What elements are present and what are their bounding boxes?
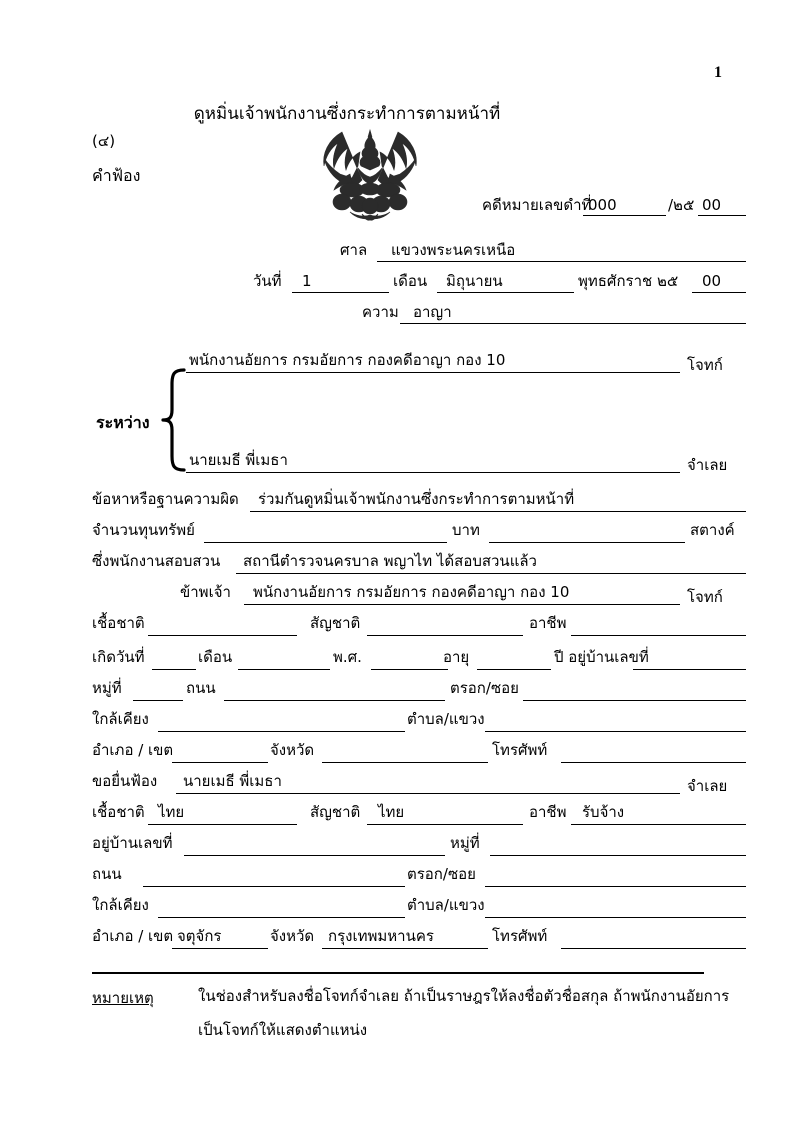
defendant-house-label: อยู่บ้านเลขที่ <box>92 834 173 852</box>
baht-label: บาท <box>452 521 480 539</box>
footnote-line-1: ในช่องสำหรับลงชื่อโจทก์จำเลย ถ้าเป็นราษฎรให้ลงชื่อตัวชื่อสกุล ถ้าพนักงานอัยการ <box>198 987 730 1005</box>
defendant-province-value[interactable]: กรุงเทพมหานคร <box>328 927 434 945</box>
defendant-subdistrict-rule <box>485 917 746 918</box>
plaintiff-birthday-label: เกิดวันที่ <box>92 648 145 666</box>
case-number-value[interactable]: 000 <box>588 196 617 214</box>
defendant-phone-label: โทรศัพท์ <box>492 927 548 945</box>
plaintiff-birthmonth-label: เดือน <box>198 648 233 666</box>
plaintiff-road-rule <box>224 700 445 701</box>
date-year-label: พุทธศักราช ๒๕ <box>578 272 679 290</box>
defendant-lane-rule <box>485 886 746 887</box>
plaintiff-nearby-label: ใกล้เคียง <box>92 710 149 728</box>
form-number: (๔) <box>92 132 116 150</box>
investigator-value[interactable]: สถานีตำรวจนครบาล พญาไท ได้สอบสวนแล้ว <box>243 552 537 570</box>
brace-bracket <box>160 368 186 472</box>
investigator-label: ซึ่งพนักงานสอบสวน <box>92 552 221 570</box>
form-kind-label: คำฟ้อง <box>92 166 141 185</box>
defendant-nationality-value[interactable]: ไทย <box>378 803 405 821</box>
defendant-district-rule <box>172 948 268 949</box>
capital-rule <box>204 542 447 543</box>
date-day-rule <box>292 292 389 293</box>
defendant-ethnicity-label: เชื้อชาติ <box>92 803 145 821</box>
plaintiff-district-label: อำเภอ / เขต <box>92 741 174 759</box>
date-day-label: วันที่ <box>253 272 282 290</box>
between-label: ระหว่าง <box>96 413 150 432</box>
court-label: ศาล <box>340 241 368 259</box>
plaintiff-nationality-rule <box>367 635 523 636</box>
case-number-rule <box>583 215 666 216</box>
defendant-occupation-rule <box>571 824 746 825</box>
defendant-nationality-label: สัญชาติ <box>310 803 361 821</box>
date-day-value[interactable]: 1 <box>302 272 312 290</box>
plaintiff-rule <box>186 372 680 373</box>
charge-rule <box>250 511 746 512</box>
matter-label: ความ <box>362 303 399 321</box>
suit-value[interactable]: นายเมธี พี่เมธา <box>183 772 282 790</box>
date-year-rule <box>692 292 746 293</box>
investigator-rule <box>236 573 746 574</box>
declarant-rule <box>244 604 680 605</box>
defendant-ethnicity-rule <box>148 824 297 825</box>
garuda-emblem <box>312 126 428 222</box>
case-year-rule <box>698 215 746 216</box>
plaintiff-lane-rule <box>523 700 746 701</box>
plaintiff-phone-rule <box>561 762 746 763</box>
plaintiff-caption: โจทก์ <box>687 356 723 374</box>
defendant-province-label: จังหวัด <box>270 927 315 945</box>
plaintiff-moo-label: หมู่ที่ <box>92 679 122 697</box>
defendant-ethnicity-value[interactable]: ไทย <box>158 803 185 821</box>
footnote-line-2: เป็นโจทก์ให้แสดงตำแหน่ง <box>198 1021 368 1039</box>
defendant-road-label: ถนน <box>92 865 122 883</box>
plaintiff-ethnicity-label: เชื้อชาติ <box>92 614 145 632</box>
satang-label: สตางค์ <box>690 521 735 539</box>
defendant-district-value[interactable]: จตุจักร <box>177 927 222 945</box>
date-month-value[interactable]: มิถุนายน <box>446 272 503 290</box>
plaintiff-phone-label: โทรศัพท์ <box>492 741 548 759</box>
footnote-separator <box>92 972 704 974</box>
plaintiff-province-label: จังหวัด <box>270 741 315 759</box>
defendant-house-rule <box>184 855 445 856</box>
defendant-phone-rule <box>561 948 746 949</box>
defendant-value[interactable]: นายเมธี พี่เมธา <box>189 451 288 469</box>
defendant-province-rule <box>322 948 488 949</box>
page-number: 1 <box>714 64 722 81</box>
declarant-label: ข้าพเจ้า <box>180 583 231 601</box>
matter-value[interactable]: อาญา <box>413 303 452 321</box>
defendant-nearby-rule <box>158 917 405 918</box>
case-number-separator: /๒๕ <box>668 196 695 214</box>
court-value[interactable]: แขวงพระนครเหนือ <box>391 241 516 259</box>
plaintiff-subdistrict-label: ตำบล/แขวง <box>407 710 485 728</box>
defendant-occupation-label: อาชีพ <box>529 803 567 821</box>
declarant-value[interactable]: พนักงานอัยการ กรมอัยการ กองคดีอาญา กอง 10 <box>253 583 570 601</box>
document-heading-text: ดูหมิ่นเจ้าพนักงานซึ่งกระทำการตามหน้าที่ <box>193 104 501 124</box>
plaintiff-moo-rule <box>133 700 183 701</box>
date-year-value[interactable]: 00 <box>702 272 722 290</box>
plaintiff-occupation-rule <box>571 635 746 636</box>
defendant-district-label: อำเภอ / เขต <box>92 927 174 945</box>
date-month-rule <box>437 292 574 293</box>
plaintiff-value[interactable]: พนักงานอัยการ กรมอัยการ กองคดีอาญา กอง 10 <box>189 351 506 369</box>
charge-value[interactable]: ร่วมกันดูหมิ่นเจ้าพนักงานซึ่งกระทำการตามหน้าที่ <box>258 490 575 508</box>
plaintiff-occupation-label: อาชีพ <box>529 614 567 632</box>
plaintiff-birthmonth-rule <box>238 669 330 670</box>
plaintiff-lane-label: ตรอก/ซอย <box>450 679 519 697</box>
plaintiff-birthyear-label: พ.ศ. <box>333 648 362 666</box>
suit-label: ขอยื่นฟ้อง <box>92 772 158 790</box>
case-number-label: คดีหมายเลขดำที่ <box>482 196 592 214</box>
document-heading <box>0 100 794 127</box>
defendant-occupation-value[interactable]: รับจ้าง <box>582 803 625 821</box>
plaintiff-birthyear-rule <box>371 669 448 670</box>
footnote-label: หมายเหตุ <box>92 989 154 1007</box>
plaintiff-nearby-rule <box>158 731 405 732</box>
matter-rule <box>400 323 746 324</box>
defendant-road-rule <box>143 886 405 887</box>
plaintiff-ethnicity-rule <box>148 635 297 636</box>
plaintiff-province-rule <box>322 762 488 763</box>
plaintiff-nationality-label: สัญชาติ <box>310 614 361 632</box>
defendant-lane-label: ตรอก/ซอย <box>407 865 476 883</box>
suit-rule <box>176 793 680 794</box>
satang-rule <box>489 542 685 543</box>
declarant-caption: โจทก์ <box>687 588 723 606</box>
plaintiff-age-rule <box>477 669 551 670</box>
plaintiff-house-rule <box>633 669 746 670</box>
plaintiff-birthday-rule <box>152 669 196 670</box>
plaintiff-house-label: ปี อยู่บ้านเลขที่ <box>554 648 649 666</box>
defendant-nearby-label: ใกล้เคียง <box>92 896 149 914</box>
plaintiff-district-rule <box>172 762 268 763</box>
plaintiff-subdistrict-rule <box>485 731 746 732</box>
plaintiff-road-label: ถนน <box>186 679 216 697</box>
date-month-label: เดือน <box>393 272 428 290</box>
defendant-rule <box>186 472 680 473</box>
capital-label: จำนวนทุนทรัพย์ <box>92 521 195 539</box>
defendant-nationality-rule <box>367 824 523 825</box>
case-year-value[interactable]: 00 <box>702 196 722 214</box>
plaintiff-age-label: อายุ <box>443 648 470 666</box>
suit-caption: จำเลย <box>687 777 728 795</box>
charge-label: ข้อหาหรือฐานความผิด <box>92 490 239 508</box>
defendant-caption: จำเลย <box>687 456 728 474</box>
court-rule <box>377 261 746 262</box>
defendant-subdistrict-label: ตำบล/แขวง <box>407 896 485 914</box>
defendant-moo-rule <box>490 855 746 856</box>
defendant-moo-label: หมู่ที่ <box>450 834 480 852</box>
